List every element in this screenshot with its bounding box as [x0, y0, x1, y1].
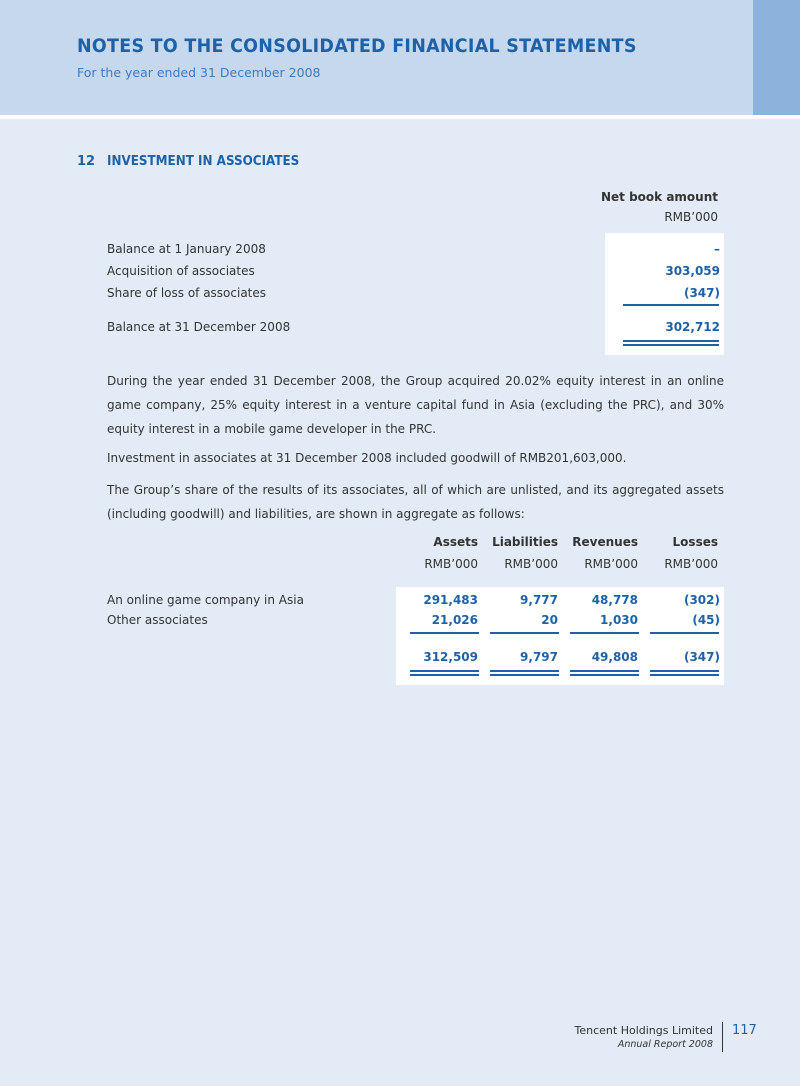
table2-unit: RMB’000 — [664, 557, 718, 571]
table2-unit: RMB’000 — [424, 557, 478, 571]
table2-header-revenues: Revenues — [572, 535, 638, 549]
table2-total: 49,808 — [591, 650, 638, 664]
section-title: INVESTMENT IN ASSOCIATES — [107, 154, 300, 169]
table1-total-value: 302,712 — [665, 320, 720, 334]
table2-total-double-rule — [410, 670, 479, 672]
table2-cell: 1,030 — [600, 613, 638, 627]
page-subtitle: For the year ended 31 December 2008 — [77, 65, 321, 80]
table2-total-double-rule — [570, 670, 639, 672]
table2-cell: 21,026 — [431, 613, 478, 627]
table2-total-double-rule — [490, 670, 559, 672]
table2-unit: RMB’000 — [504, 557, 558, 571]
table2-total-double-rule — [490, 674, 559, 676]
page-header — [0, 0, 753, 115]
section-number: 12 — [77, 154, 96, 169]
table2-cell: 9,777 — [520, 593, 558, 607]
table1-row-value: 303,059 — [665, 264, 720, 278]
table2-subtotal-rule — [570, 632, 639, 634]
header-divider — [0, 115, 800, 119]
table1-column-header: Net book amount — [601, 190, 718, 204]
table2-total-double-rule — [650, 674, 719, 676]
table2-unit: RMB’000 — [584, 557, 638, 571]
table1-row-value: – — [714, 242, 720, 256]
table2-cell: 291,483 — [423, 593, 478, 607]
table1-row-value: (347) — [683, 286, 720, 300]
table1-column-unit: RMB’000 — [664, 210, 718, 224]
table2-total-double-rule — [570, 674, 639, 676]
page-number: 117 — [732, 1023, 757, 1038]
paragraph-goodwill: Investment in associates at 31 December 2008 included goodwill of RMB201,603,000. — [107, 451, 627, 465]
table2-total: 9,797 — [520, 650, 558, 664]
table2-cell: 48,778 — [591, 593, 638, 607]
table2-total-double-rule — [410, 674, 479, 676]
table2-cell: (45) — [692, 613, 720, 627]
paragraph-share-of-results: The Group’s share of the results of its associates, all of which are unlisted, and its aggregated assets (including goodwill) and liabilities, are shown in aggregate as follows: — [107, 483, 724, 521]
table2-header-assets: Assets — [433, 535, 478, 549]
header-accent-bar — [753, 0, 800, 115]
table1-subtotal-rule — [623, 304, 719, 306]
table2-cell: (302) — [683, 593, 720, 607]
table1-row-label: Share of loss of associates — [107, 286, 267, 300]
table1-total-double-rule-bottom — [623, 344, 719, 346]
table2-row-label: An online game company in Asia — [107, 593, 304, 607]
table1-total-double-rule-top — [623, 340, 719, 342]
table2-total: (347) — [683, 650, 720, 664]
footer-divider — [722, 1022, 723, 1052]
table2-header-losses: Losses — [672, 535, 718, 549]
page-title: NOTES TO THE CONSOLIDATED FINANCIAL STATEMENTS — [77, 35, 637, 57]
table2-total-double-rule — [650, 670, 719, 672]
table1-row-label: Balance at 1 January 2008 — [107, 242, 266, 256]
table1-total-label: Balance at 31 December 2008 — [107, 320, 291, 334]
table2-cell: 20 — [541, 613, 558, 627]
table2-subtotal-rule — [490, 632, 559, 634]
table1-row-label: Acquisition of associates — [107, 264, 255, 278]
table2-total: 312,509 — [423, 650, 478, 664]
table2-subtotal-rule — [410, 632, 479, 634]
footer-company-name: Tencent Holdings Limited — [574, 1024, 713, 1037]
table2-header-liabilities: Liabilities — [492, 535, 558, 549]
table2-row-label: Other associates — [107, 613, 208, 627]
footer-report-name: Annual Report 2008 — [617, 1039, 713, 1050]
table2-subtotal-rule — [650, 632, 719, 634]
paragraph-acquisition: During the year ended 31 December 2008, the Group acquired 20.02% equity interest in an online game company, 25% equity interest in a venture capital fund in Asia (excluding the PRC), and 30% equity interest in a mobile game developer in the PRC. — [107, 374, 724, 436]
